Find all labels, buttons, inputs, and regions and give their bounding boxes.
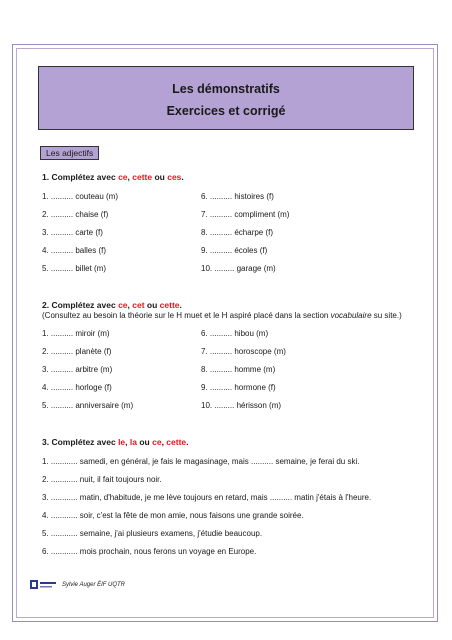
list-item: 9. .......... écoles (f)	[201, 246, 268, 255]
list-item: 7. .......... compliment (m)	[201, 210, 290, 219]
list-item: 8. .......... homme (m)	[201, 365, 276, 374]
list-item: 1. ............ samedi, en général, je fais le magasinage, mais .......... semaine, je ferai du ski.	[42, 457, 360, 466]
list-item: 10. ......... garage (m)	[201, 264, 276, 273]
list-item: 6. .......... histoires (f)	[201, 192, 274, 201]
list-item: 1. .......... couteau (m)	[42, 192, 119, 201]
list-item: 3. ............ matin, d'habitude, je me lève toujours en retard, mais .......... matin j'étais à l'heure.	[42, 493, 372, 502]
list-item: 9. .......... hormone (f)	[201, 383, 276, 392]
list-item: 2. ............ nuit, il fait toujours noir.	[42, 475, 162, 484]
list-item: 5. .......... anniversaire (m)	[42, 401, 134, 410]
list-item: 5. .......... billet (m)	[42, 264, 107, 273]
list-item: 7. .......... horoscope (m)	[201, 347, 286, 356]
list-item: 2. .......... planète (f)	[42, 347, 112, 356]
section2-title: 2. Complétez avec ce, cet ou cette.	[42, 300, 182, 310]
section3-title: 3. Complétez avec le, la ou ce, cette.	[42, 437, 189, 447]
page-subtitle: Exercices et corrigé	[166, 104, 286, 118]
list-item: 4. .......... horloge (f)	[42, 383, 112, 392]
footer-author: Sylvie Auger ÉIF UQTR	[62, 582, 126, 588]
list-item: 6. .......... hibou (m)	[201, 329, 269, 338]
section-tag: Les adjectifs	[40, 146, 99, 160]
list-item: 1. .......... miroir (m)	[42, 329, 110, 338]
section2-note: (Consultez au besoin la théorie sur le H muet et le H aspiré placé dans la section vocabulaire su site.)	[42, 311, 402, 320]
list-item: 5. ............ semaine, j'ai plusieurs examens, j'étudie beaucoup.	[42, 529, 263, 538]
list-item: 10. ......... hérisson (m)	[201, 401, 282, 410]
list-item: 6. ............ mois prochain, nous ferons un voyage en Europe.	[42, 547, 257, 556]
list-item: 3. .......... carte (f)	[42, 228, 103, 237]
section1-title: 1. Complétez avec ce, cette ou ces.	[42, 172, 184, 182]
uqtr-logo-icon	[30, 579, 58, 591]
list-item: 3. .......... arbitre (m)	[42, 365, 113, 374]
title-box	[38, 66, 414, 130]
list-item: 4. .......... balles (f)	[42, 246, 107, 255]
list-item: 8. .......... écharpe (f)	[201, 228, 274, 237]
list-item: 2. .......... chaise (f)	[42, 210, 109, 219]
page-title: Les démonstratifs	[172, 82, 280, 96]
list-item: 4. ............ soir, c'est la fête de mon amie, nous faisons une grande soirée.	[42, 511, 304, 520]
